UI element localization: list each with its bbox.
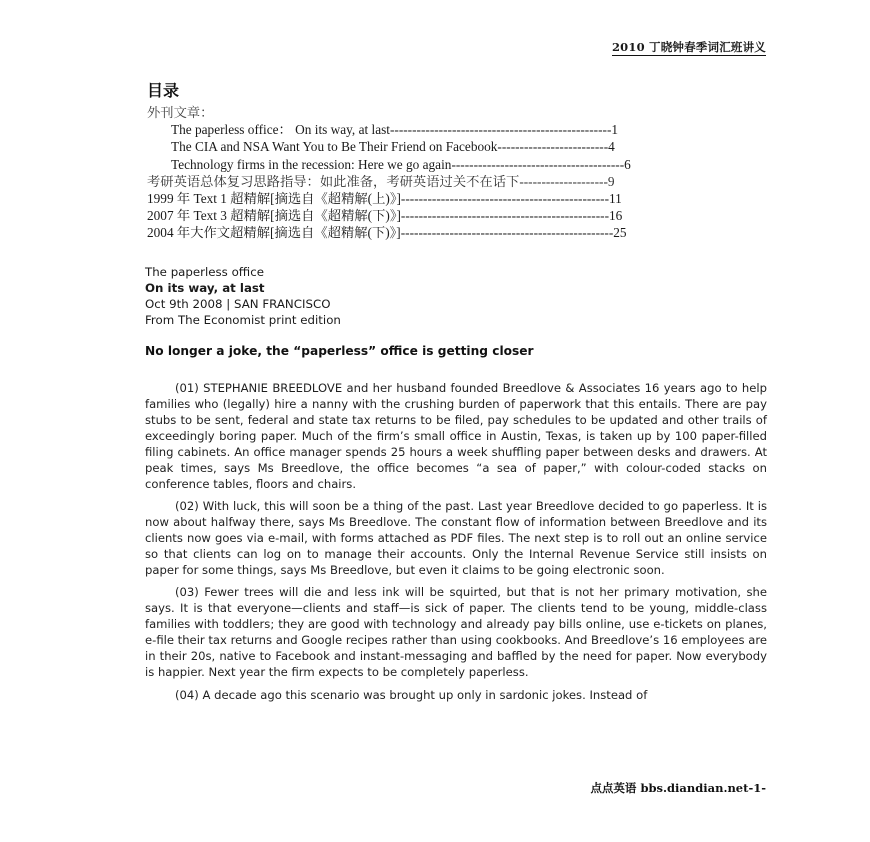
toc-item-title: 1999 年 Text 1 超精解[摘选自《超精解(上)》] xyxy=(147,191,401,207)
toc-page-number: 16 xyxy=(609,208,623,224)
toc-item[interactable] xyxy=(147,224,767,241)
article-header xyxy=(145,264,341,328)
toc-item-title: The CIA and NSA Want You to Be Their Friend on Facebook xyxy=(171,139,498,155)
article-subheadline: No longer a joke, the “paperless” office is getting closer xyxy=(145,344,534,358)
toc-item[interactable] xyxy=(147,207,767,224)
toc-item-title: 2007 年 Text 3 超精解[摘选自《超精解(下)》] xyxy=(147,208,401,224)
paragraph-02: (02) With luck, this will soon be a thing of the past. Last year Breedlove decided to go paperless. It is now about halfway there, says Ms Breedlove. The constant flow of information between Breedlove and its clients now goes via e-mail, with forms attached as PDF files. The next step is to roll out an online service so that clients can log on to manage their accounts. Only the Internal Revenue Service still insists on paper for some things, says Ms Breedlove, but even it claims to be going electronic soon. xyxy=(145,499,767,577)
article-kicker: The paperless office xyxy=(145,265,264,279)
article-body xyxy=(145,381,767,710)
toc-leader-dots: ----------------------------------------------- xyxy=(400,191,610,207)
toc-item-title: Technology firms in the recession: Here we go again xyxy=(171,156,452,172)
toc-page-number: 4 xyxy=(608,139,615,155)
toc-item-title: The paperless office： On its way, at last xyxy=(171,122,390,138)
toc-page-number: 6 xyxy=(624,156,631,172)
toc-leader-dots: ------------------------- xyxy=(497,139,609,155)
toc-item[interactable] xyxy=(147,138,767,155)
toc-item[interactable] xyxy=(147,190,767,207)
toc-page-number: 11 xyxy=(609,191,622,207)
paragraph-01: (01) STEPHANIE BREEDLOVE and her husband founded Breedlove & Associates 16 years ago to help families who (legally) hire a nanny with the crushing burden of paperwork that this entails. There are pay stubs to be sent, federal and state tax returns to be filed, pay schedules to be updated and other trails of exceedingly boring paper. Much of the firm’s small office in Austin, Texas, is taken up by 100 paper-filled filing cabinets. An office manager spends 25 hours a week shuffling paper between desks and drawers. At peak times, says Ms Breedlove, the office becomes “a sea of paper,” with colour-coded stacks on conference tables, floors and chairs. xyxy=(145,381,767,491)
toc-item-title: 考研英语总体复习思路指导：如此准备，考研英语过关不在话下 xyxy=(147,173,520,189)
page-footer: 点点英语 bbs.diandian.net-1- xyxy=(590,781,766,795)
paragraph-04: (04) A decade ago this scenario was brought up only in sardonic jokes. Instead of xyxy=(175,687,648,702)
toc-item[interactable] xyxy=(147,156,767,173)
toc-item[interactable] xyxy=(147,173,767,190)
toc-section-label: 外刊文章： xyxy=(147,105,214,120)
paragraph-03: (03) Fewer trees will die and less ink will be squirted, but that is not her primary motivation, she says. It is that everyone—clients and staff—is sick of paper. The clients tend to be young, middle-class families with toddlers; they are good with technology and already pay bills online, use e-tickets on planes, e-file their tax returns and Google recipes rather than using cookbooks. And Breedlove’s 16 employees are in their 20s, native to Facebook and instant-messaging and baffled by the need for paper. Now everybody is happier. Next year the firm expects to be completely paperless. xyxy=(145,585,767,680)
article-dateline: Oct 9th 2008 | SAN FRANCISCO xyxy=(145,297,331,311)
toc-leader-dots: --------------------------------------- xyxy=(451,156,625,172)
toc-leader-dots: ------------------------------------------------ xyxy=(400,225,614,241)
toc-leader-dots: -------------------- xyxy=(519,173,608,189)
toc-item[interactable] xyxy=(147,121,767,138)
toc-page-number: 9 xyxy=(607,173,615,189)
toc-page-number: 1 xyxy=(611,122,619,138)
page-header: 2010 丁晓钟春季词汇班讲义 xyxy=(611,40,766,54)
toc-leader-dots: ----------------------------------------------- xyxy=(400,208,610,224)
toc-leader-dots: -------------------------------------------------- xyxy=(389,122,612,138)
toc-item-title: 2004 年大作文超精解[摘选自《超精解(下)》] xyxy=(147,225,401,241)
toc-page-number: 25 xyxy=(613,225,627,241)
article-source: From The Economist print edition xyxy=(145,313,341,327)
toc-title: 目录 xyxy=(147,81,180,100)
article-headline: On its way, at last xyxy=(145,281,265,295)
table-of-contents xyxy=(147,104,767,242)
